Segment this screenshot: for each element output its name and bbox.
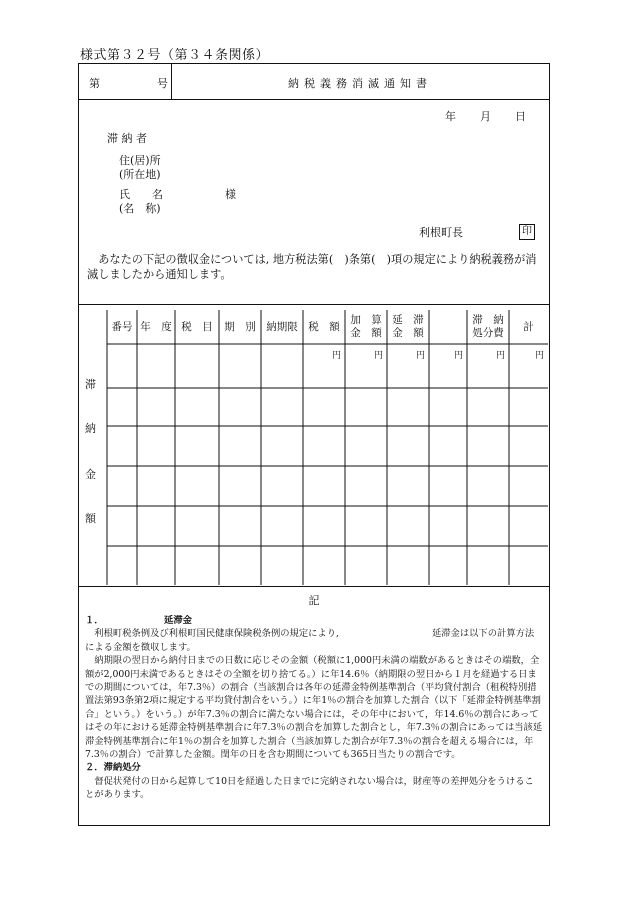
side-label-char: 滞 xyxy=(85,378,96,391)
yen-unit-label: 円 xyxy=(454,351,464,361)
column-header: 延 滞 金 額 xyxy=(392,314,424,339)
ki-marker: 記 xyxy=(308,594,320,607)
arrears-table xyxy=(79,310,548,585)
section-divider-2 xyxy=(79,586,549,587)
yen-unit-label: 円 xyxy=(416,351,426,361)
section-divider xyxy=(79,304,549,305)
note-1-heading: １． 延滞金 xyxy=(85,615,192,626)
note-1-text-a: 利根町税条例及び利根町国民健康保険税条例の規定により, 延滞金は以下の計算方法による金額を徴収します。 xyxy=(85,628,535,653)
column-header: 加 算 金 額 xyxy=(350,314,382,339)
address-label: 住(居)所 xyxy=(119,154,161,167)
column-header: 計 xyxy=(523,321,534,333)
side-label-char: 額 xyxy=(85,512,96,525)
notice-form xyxy=(78,63,550,826)
name-sublabel: (名 称) xyxy=(119,202,161,215)
document-number-cell xyxy=(79,64,172,99)
taxpayer-heading: 滞 納 者 xyxy=(107,132,147,145)
date-month: 月 xyxy=(480,110,491,123)
side-label-char: 金 xyxy=(85,468,96,481)
arrears-grid xyxy=(79,310,548,585)
form-number-label: 様式第３２号（第３４条関係） xyxy=(80,48,270,63)
number-suffix: 号 xyxy=(157,77,168,90)
yen-unit-label: 円 xyxy=(374,351,384,361)
column-header: 税 額 xyxy=(308,321,340,333)
column-header: 滞 納 処分費 xyxy=(472,314,504,339)
column-header: 年 度 xyxy=(140,321,172,333)
note-2-heading: ２．滞納処分 xyxy=(85,762,141,774)
form-header xyxy=(79,64,549,100)
column-header: 番号 xyxy=(111,321,133,333)
name-label: 氏 名 xyxy=(119,188,163,201)
seal-mark: 印 xyxy=(519,224,535,240)
yen-unit-label: 円 xyxy=(496,351,506,361)
honorific: 様 xyxy=(225,188,236,201)
column-header: 納期限 xyxy=(266,321,298,333)
issuer-title: 利根町長 xyxy=(419,226,463,239)
document-title: 納税義務消滅通知書 xyxy=(288,77,432,90)
date-day: 日 xyxy=(515,110,526,123)
number-prefix: 第 xyxy=(89,77,100,90)
notice-text: あなたの下記の徴収金については, 地方税法第( )条第( )項の規定により納税義務が消滅しましたから通知します。 xyxy=(87,253,537,281)
date-year: 年 xyxy=(445,110,456,123)
column-header: 税 目 xyxy=(181,321,213,333)
address-sublabel: (所在地) xyxy=(119,168,161,181)
yen-unit-label: 円 xyxy=(332,351,342,361)
column-header: 期 別 xyxy=(224,321,256,333)
note-2-text: 督促状発付の日から起算して10日を経過した日までに完納されない場合は，財産等の差押処分をうけることがあります。 xyxy=(85,775,534,801)
yen-unit-label: 円 xyxy=(535,351,545,361)
notes-section xyxy=(85,614,543,802)
side-label-char: 納 xyxy=(85,422,96,435)
note-1-text-b: 納期限の翌日から納付日までの日数に応じその金額（税額に1,000円未満の端数があるときはその端数，全額が2,000円未満であるときはその全額を切り捨てる。）に年14.6％（納期限の翌日から１月を経過する日までの期間については，年7.3％）の割合（当該割合は各年の延滞金特例基準割合（平均貸付割合（租税特別措置法第93条第2項に規定する平均貸付割合をいう。）に年1％の割合を加算した割合（以下「延滞金特例基準割合」という。）をいう。）が年7.3％の割合に満たない場合には，その年中において，年14.6％の割合にあってはその年における延滞金特例基準割合に年7.3％の割合を加算した割合とし，年7.3％の割合にあっては当該延滞金特例基準割合に年1％の割合を加算した割合（当該加算した割合が年7.3％の割合を超える場合には，年7.3％の割合）で計算した金額。閏年の日を含む期間についても365日当たりの割合です。 xyxy=(85,655,543,761)
